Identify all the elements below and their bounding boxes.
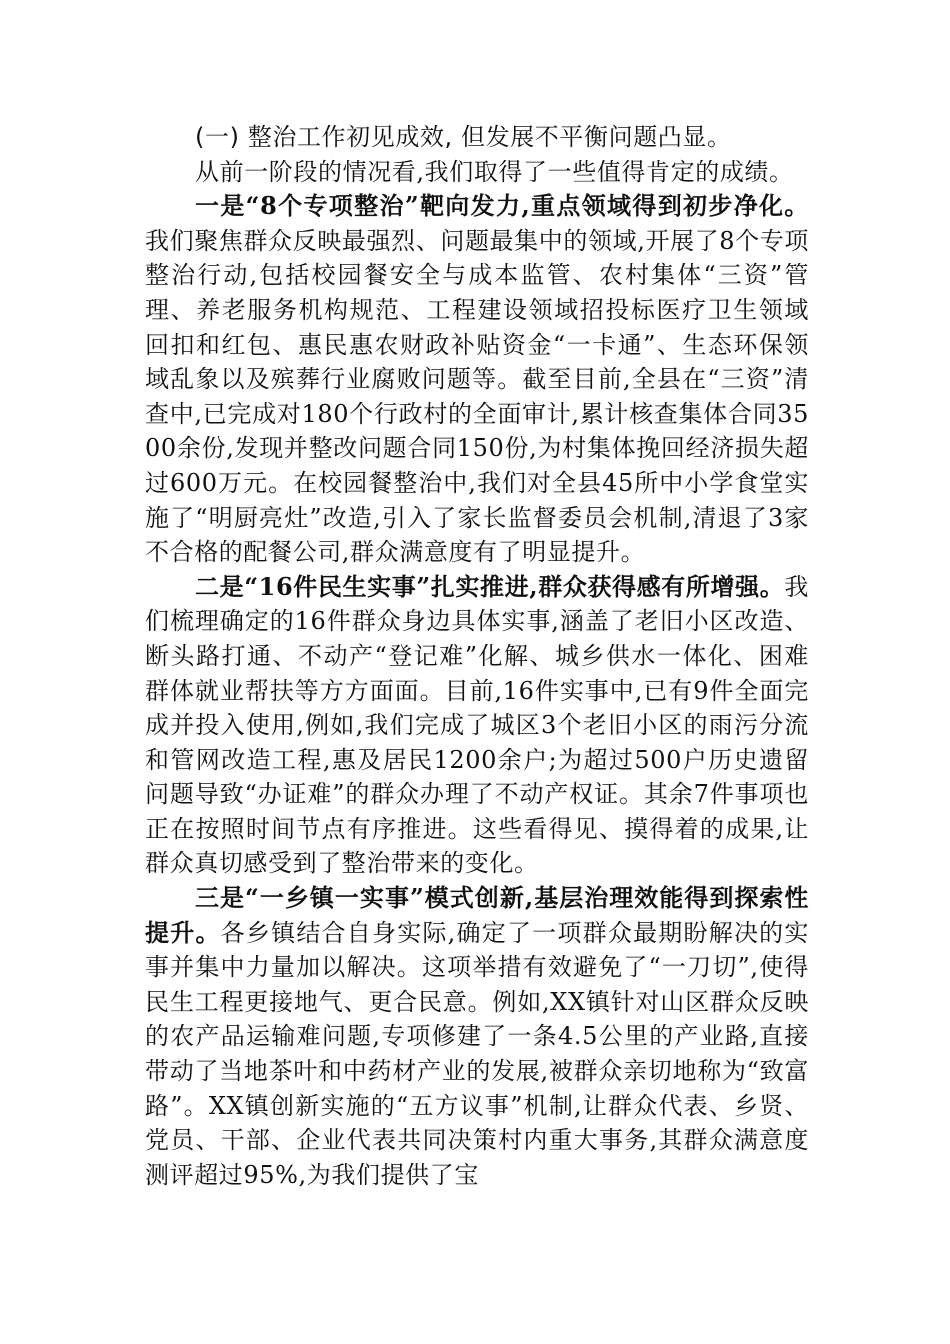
paragraph-2 [145,570,809,881]
paragraph-2-lead: 二是“16件民生实事”扎实推进,群众获得感有所增强。 [195,571,785,601]
paragraph-1-lead: 一是“8个专项整治”靶向发力,重点领域得到初步净化。 [195,191,809,221]
paragraph-1-body: 我们聚焦群众反映最强烈、问题最集中的领域,开展了8个专项整治行动,包括校园餐安全与成本监管、农村集体“三资”管理、养老服务机构规范、工程建设领域招投标医疗卫生领域回扣和红包、惠民惠农财政补贴资金“一卡通”、生态环保领域乱象以及殡葬行业腐败问题等。截至目前,全县在“三资”清查中,已完成对180个行政村的全面审计,累计核查集体合同3500余份,发现并整改问题合同150份,为村集体挽回经济损失超过600万元。在校园餐整治中,我们对全县45所中小学食堂实施了“明厨亮灶”改造,引入了家长监督委员会机制,清退了3家不合格的配餐公司,群众满意度有了明显提升。 [145,226,809,567]
paragraph-3-body: 各乡镇结合自身实际,确定了一项群众最期盼解决的实事并集中力量加以解决。这项举措有效避免了“一刀切”,使得民生工程更接地气、更合民意。例如,XX镇针对山区群众反映的农产品运输难问题,专项修建了一条4.5公里的产业路,直接带动了当地茶叶和中药材产业的发展,被群众亲切地称为“致富路”。XX镇创新实施的“五方议事”机制,让群众代表、乡贤、党员、干部、企业代表共同决策村内重大事务,其群众满意度测评超过95%,为我们提供了宝 [145,918,809,1189]
paragraph-2-body: 我们梳理确定的16件群众身边具体实事,涵盖了老旧小区改造、断头路打通、不动产“登记难”化解、城乡供水一体化、困难群体就业帮扶等方方面面。目前,16件实事中,已有9件全面完成并投入使用,例如,我们完成了城区3个老旧小区的雨污分流和管网改造工程,惠及居民1200余户;为超过500户历史遗留问题导致“办证难”的群众办理了不动产权证。其余7件事项也正在按照时间节点有序推进。这些看得见、摸得着的成果,让群众真切感受到了整治带来的变化。 [145,572,809,878]
paragraph-3 [145,881,809,1192]
intro-paragraph: 从前一阶段的情况看,我们取得了一些值得肯定的成绩。 [195,157,794,186]
paragraph-1 [145,189,809,570]
document-page [145,120,809,1192]
section-heading: (一) 整治工作初见成效, 但发展不平衡问题凸显。 [195,123,732,151]
paragraph-3-lead: 三是“一乡镇一实事”模式创新,基层治理效能得到探索性提升。 [145,883,809,947]
